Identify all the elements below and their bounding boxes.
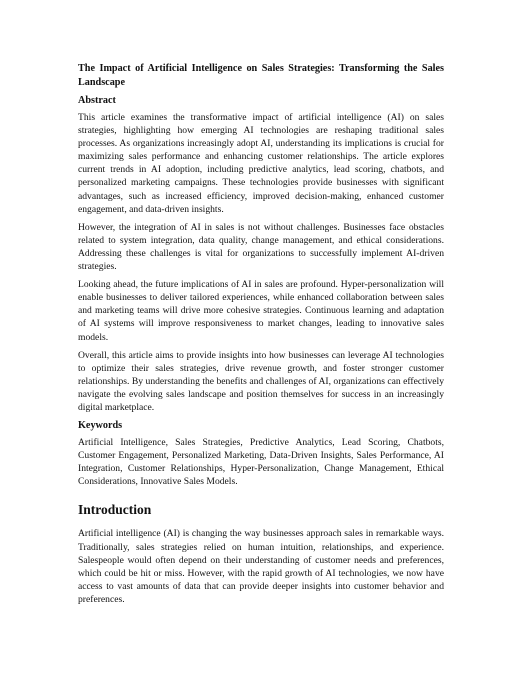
- abstract-paragraph-3: Looking ahead, the future implications of AI in sales are profound. Hyper-personalization will enable businesses to deliver tailored experiences, while enhanced collaboration between sales and marketing teams will drive more cohesive strategies. Continuous learning and adaptation of AI systems will improve responsiveness to market changes, leading to innovative sales models.: [78, 279, 444, 343]
- abstract-paragraph-1: This article examines the transformative impact of artificial intelligence (AI) on sales strategies, highlighting how emerging AI technologies are reshaping traditional sales processes. As organizations increasingly adopt AI, understanding its implications is crucial for maximizing sales performance and enhancing customer relationships. The article explores current trends in AI adoption, including predictive analytics, lead scoring, chatbots, and personalized marketing campaigns. These technologies provide businesses with significant advantages, such as increased efficiency, improved decision-making, enhanced customer engagement, and data-driven insights.: [78, 112, 444, 215]
- introduction-paragraph: Artificial intelligence (AI) is changing the way businesses approach sales in remarkable ways. Traditionally, sales strategies relied on human intuition, relationships, and experience. Salespeople would often depend on their understanding of customer needs and preferences, which could be hit or miss. However, with the rapid growth of AI technologies, we now have access to vast amounts of data that can provide deeper insights into customer behavior and preferences.: [78, 528, 444, 605]
- keywords-text: Artificial Intelligence, Sales Strategies, Predictive Analytics, Lead Scoring, Chatbots, Customer Engagement, Personalized Marketing, Data-Driven Insights, Sales Performance, AI Integration, Customer Relationships, Hyper-Personalization, Change Management, Ethical Considerations, Innovative Sales Models.: [78, 437, 444, 488]
- paper-title: The Impact of Artificial Intelligence on Sales Strategies: Transforming the Sales Landscape: [78, 63, 444, 88]
- abstract-heading: Abstract: [78, 95, 116, 106]
- abstract-paragraph-2: However, the integration of AI in sales is not without challenges. Businesses face obstacles related to system integration, data quality, change management, and ethical considerations. Addressing these challenges is vital for organizations to successfully implement AI-driven strategies.: [78, 221, 444, 273]
- keywords-heading: Keywords: [78, 420, 123, 432]
- paper-page: [78, 62, 444, 611]
- abstract-paragraph-4: Overall, this article aims to provide insights into how businesses can leverage AI technologies to optimize their sales strategies, drive revenue growth, and foster stronger customer relationships. By understanding the benefits and challenges of AI, organizations can effectively navigate the evolving sales landscape and position themselves for success in an increasingly digital marketplace.: [78, 349, 444, 413]
- introduction-heading: Introduction: [78, 502, 152, 518]
